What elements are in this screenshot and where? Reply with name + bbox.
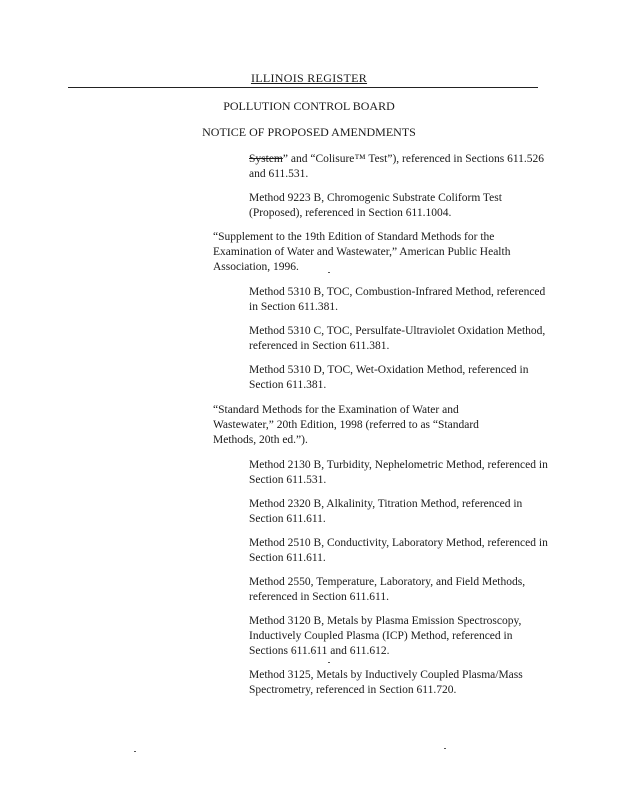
reference-entry: Method 3120 B, Metals by Plasma Emission Spectroscopy, Inductively Coupled Plasma (ICP) Method, referenced in Sections 611.611 and 611.612.: [249, 615, 522, 657]
notice-title: NOTICE OF PROPOSED AMENDMENTS: [202, 125, 416, 139]
scan-speck: [134, 751, 136, 752]
entry-text: ” and “Colisure™ Test”), referenced in Sections 611.526 and 611.531.: [249, 153, 545, 180]
struck-text: System: [249, 153, 283, 165]
scan-speck: [328, 662, 330, 663]
reference-entry: Method 3125, Metals by Inductively Coupled Plasma/Mass Spectrometry, referenced in Section 611.720.: [249, 669, 523, 696]
reference-entry: Method 5310 C, TOC, Persulfate-Ultraviolet Oxidation Method, referenced in Section 611.381.: [249, 325, 546, 352]
reference-source: “Supplement to the 19th Edition of Standard Methods for the Examination of Water and Wastewater,” American Public Health Association, 1996.: [213, 231, 511, 273]
reference-entry: Method 5310 D, TOC, Wet-Oxidation Method, referenced in Section 611.381.: [249, 364, 529, 391]
scan-speck: [328, 272, 330, 273]
scan-speck: [444, 748, 446, 749]
agency-title: POLLUTION CONTROL BOARD: [223, 99, 395, 113]
header-rule: [68, 87, 538, 88]
reference-entry: Method 2550, Temperature, Laboratory, and Field Methods, referenced in Section 611.611.: [249, 576, 526, 603]
register-title: ILLINOIS REGISTER: [250, 71, 368, 85]
reference-entry: Method 5310 B, TOC, Combustion-Infrared Method, referenced in Section 611.381.: [249, 286, 546, 313]
reference-entry: Method 2510 B, Conductivity, Laboratory Method, referenced in Section 611.611.: [249, 537, 548, 564]
reference-source: “Standard Methods for the Examination of Water and Wastewater,” 20th Edition, 1998 (referred to as “Standard Methods, 20th ed.”).: [213, 404, 479, 446]
reference-entry: Method 2130 B, Turbidity, Nephelometric Method, referenced in Section 611.531.: [249, 459, 548, 486]
reference-entry: Method 2320 B, Alkalinity, Titration Method, referenced in Section 611.611.: [249, 498, 523, 525]
reference-entry: [249, 152, 549, 182]
reference-entry: Method 9223 B, Chromogenic Substrate Coliform Test (Proposed), referenced in Section 611.1004.: [249, 192, 502, 219]
